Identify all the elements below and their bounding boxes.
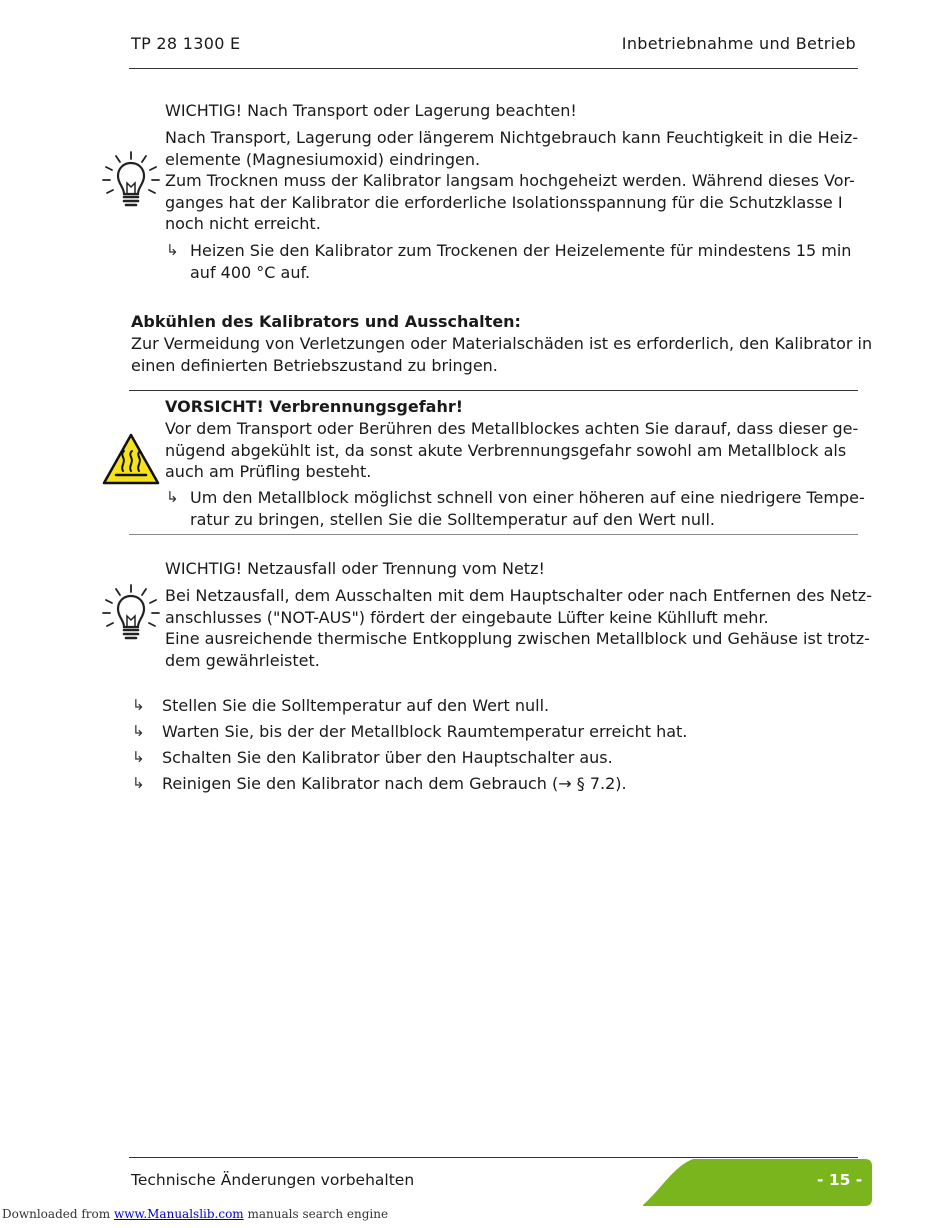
warning-step	[190, 487, 865, 530]
notice2-text	[165, 585, 872, 671]
warning-line: nügend abgekühlt ist, da sonst akute Verbrennungsgefahr sowohl am Metallblock als	[165, 440, 847, 460]
notice2-line: Eine ausreichende thermische Entkopplung zwischen Metallblock und Gehäuse ist trotz-	[165, 629, 870, 649]
notice1-title: WICHTIG! Nach Transport oder Lagerung beachten!	[165, 101, 577, 120]
warning-text	[165, 418, 858, 483]
lightbulb-icon	[101, 583, 161, 643]
step-arrow-icon: ↳	[166, 241, 179, 259]
notice1-line: Nach Transport, Lagerung oder längerem Nichtgebrauch kann Feuchtigkeit in die Heiz-	[165, 128, 859, 147]
warning-bottom-rule	[129, 534, 858, 535]
notice1-step-line: Heizen Sie den Kalibrator zum Trockenen der Heizelemente für mindestens 15 min	[190, 241, 852, 260]
warning-top-rule	[129, 390, 858, 391]
notice1-line: noch nicht erreicht.	[165, 214, 321, 234]
section-line: Zur Vermeidung von Verletzungen oder Materialschäden ist es erforderlich, den Kalibrator in	[131, 334, 873, 353]
manualslib-link[interactable]: www.Manualslib.com	[113, 1207, 244, 1221]
section-heading: Abkühlen des Kalibrators und Ausschalten:	[131, 312, 521, 331]
notice2-line: anschlusses ("NOT-AUS") fördert der eingebaute Lüfter keine Kühlluft mehr.	[165, 607, 769, 627]
step-arrow-icon: ↳	[132, 696, 145, 714]
page-number: - 15 -	[817, 1171, 863, 1189]
download-suffix: manuals search engine	[243, 1207, 389, 1221]
section-text	[131, 333, 872, 376]
notice2-line: dem gewährleistet.	[165, 650, 320, 670]
section-line: einen definierten Betriebszustand zu bringen.	[131, 355, 498, 375]
warning-line: Vor dem Transport oder Berühren des Metallblockes achten Sie darauf, dass dieser ge-	[165, 419, 859, 438]
notice1-line: elemente (Magnesiumoxid) eindringen.	[165, 149, 481, 169]
notice1-step-line: auf 400 °C auf.	[190, 262, 311, 282]
warning-title: VORSICHT! Verbrennungsgefahr!	[165, 397, 464, 416]
step-arrow-icon: ↳	[132, 722, 145, 740]
notice1-step	[190, 240, 851, 283]
footer-note: Technische Änderungen vorbehalten	[131, 1171, 415, 1189]
notice2-line: Bei Netzausfall, dem Ausschalten mit dem Hauptschalter oder nach Entfernen des Netz-	[165, 586, 872, 605]
lightbulb-icon	[101, 150, 161, 210]
warning-step-line: ratur zu bringen, stellen Sie die Solltemperatur auf den Wert null.	[190, 509, 716, 529]
notice1-line: Zum Trocknen muss der Kalibrator langsam hochgeheizt werden. Während dieses Vor-	[165, 171, 855, 191]
step-item: Schalten Sie den Kalibrator über den Hauptschalter aus.	[162, 748, 613, 767]
warning-line: auch am Prüfling besteht.	[165, 462, 372, 482]
step-item: Stellen Sie die Solltemperatur auf den Wert null.	[162, 696, 550, 715]
step-item: Reinigen Sie den Kalibrator nach dem Gebrauch (→ § 7.2).	[162, 774, 627, 793]
warning-step-line: Um den Metallblock möglichst schnell von einer höheren auf eine niedrigere Tempe-	[190, 488, 865, 507]
download-prefix: Downloaded from	[2, 1207, 114, 1221]
notice2-title: WICHTIG! Netzausfall oder Trennung vom Netz!	[165, 559, 545, 578]
step-item: Warten Sie, bis der der Metallblock Raumtemperatur erreicht hat.	[162, 722, 688, 741]
section-title: Inbetriebnahme und Betrieb	[621, 34, 856, 53]
step-arrow-icon: ↳	[132, 748, 145, 766]
hot-surface-warning-icon	[102, 433, 160, 486]
step-arrow-icon: ↳	[132, 774, 145, 792]
header-rule	[129, 68, 858, 69]
notice1-line: ganges hat der Kalibrator die erforderliche Isolationsspannung für die Schutzklasse I	[165, 192, 843, 212]
step-arrow-icon: ↳	[166, 488, 179, 506]
download-banner	[2, 1207, 388, 1221]
notice1-text	[165, 127, 858, 235]
doc-number: TP 28 1300 E	[131, 34, 241, 53]
